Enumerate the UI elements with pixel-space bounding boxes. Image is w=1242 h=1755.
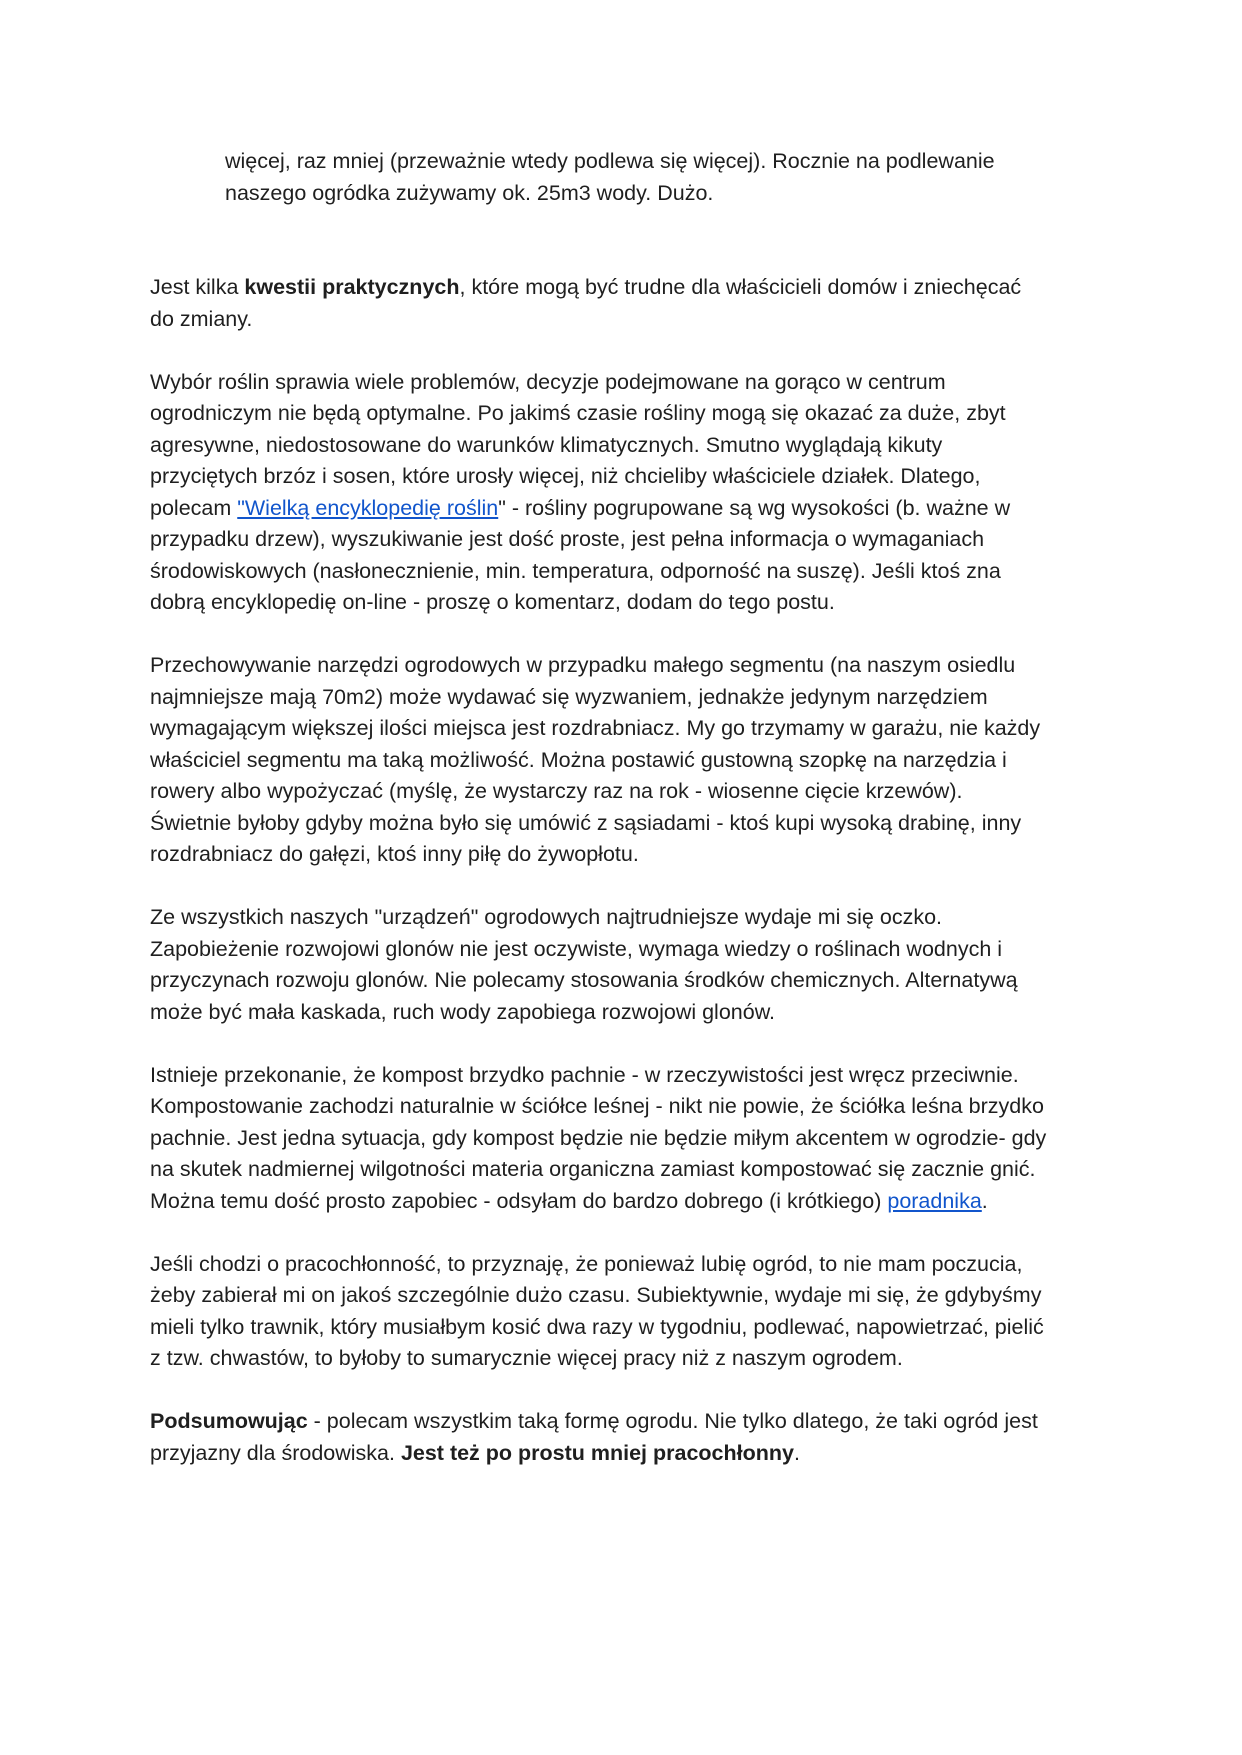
text-line: Zapobieżenie rozwojowi glonów nie jest oczywiste, wymaga wiedzy o roślinach wodnych i	[150, 936, 1003, 961]
paragraph-watering-continuation	[150, 146, 1092, 209]
text-line: wymagającym większej ilości miejsca jest rozdrabniacz. My go trzymamy w garażu, nie każdy	[150, 716, 1041, 740]
text-line: więcej, raz mniej (przeważnie wtedy podlewa się więcej). Rocznie na podlewanie	[225, 149, 995, 173]
paragraph-plant-selection	[150, 367, 1092, 619]
text-run: polecam	[150, 495, 238, 520]
text-run: przyjazny dla środowiska.	[150, 1440, 401, 1465]
paragraph-practical-issues	[150, 272, 1092, 335]
text-line: środowiskowych (nasłonecznienie, min. temperatura, odporność na suszę). Jeśli ktoś zna	[150, 558, 1001, 583]
guide-link[interactable]: poradnika	[887, 1188, 982, 1213]
text-line: Wybór roślin sprawia wiele problemów, decyzje podejmowane na gorąco w centrum	[150, 369, 946, 394]
text-line	[150, 1406, 1092, 1438]
text-run: .	[981, 1188, 988, 1213]
text-run: " - rośliny pogrupowane są wg wysokości (b. ważne w	[498, 495, 1011, 520]
text-line: Przechowywanie narzędzi ogrodowych w przypadku małego segmentu (na naszym osiedlu	[150, 653, 1016, 677]
text-line: żeby zabierał mi on jakoś szczególnie dużo czasu. Subiektywnie, wydaje mi się, że gdybyśmy	[150, 1283, 1042, 1307]
text-line	[150, 493, 1092, 525]
text-line: przyczynach rozwoju glonów. Nie polecamy stosowania środków chemicznych. Alternatywą	[150, 968, 1018, 992]
text-line: ogrodniczym nie będą optymalne. Po jakimś czasie rośliny mogą się okazać za duże, zbyt	[150, 401, 1006, 425]
text-line: Świetnie byłoby gdyby można było się umówić z sąsiadami - ktoś kupi wysoką drabinę, inny	[150, 810, 1022, 835]
paragraph-tool-storage	[150, 650, 1092, 871]
paragraph-labor-intensity	[150, 1249, 1092, 1375]
text-line: Kompostowanie zachodzi naturalnie w ściółce leśnej - nikt nie powie, że ściółka leśna brzydko	[150, 1094, 1044, 1118]
text-run: , które mogą być trudne dla właścicieli domów i zniechęcać	[459, 275, 1022, 299]
text-run: Można temu dość prosto zapobiec - odsyłam do bardzo dobrego (i krótkiego)	[150, 1188, 888, 1213]
text-line: rozdrabniacz do gałęzi, ktoś inny piłę do żywopłotu.	[150, 842, 639, 866]
text-line: z tzw. chwastów, to byłoby to sumarycznie więcej pracy niż z naszym ogrodem.	[150, 1346, 903, 1370]
text-line	[150, 1438, 1092, 1470]
text-line: naszego ogródka zużywamy ok. 25m3 wody. Dużo.	[225, 180, 714, 205]
text-line: mieli tylko trawnik, który musiałbym kosić dwa razy w tygodniu, podlewać, napowietrzać, pielić	[150, 1314, 1044, 1339]
text-line: na skutek nadmiernej wilgotności materia organiczna zamiast kompostować się zacznie gnić.	[150, 1157, 1036, 1181]
text-run: - polecam wszystkim taką formę ogrodu. Nie tylko dlatego, że taki ogród jest	[307, 1409, 1038, 1433]
text-line	[150, 272, 1092, 304]
bold-text: Podsumowując	[150, 1409, 308, 1433]
text-run: Jest kilka	[150, 275, 245, 299]
bold-text: Jest też po prostu mniej pracochłonny	[400, 1440, 794, 1465]
text-line: agresywne, niedostosowane do warunków klimatycznych. Smutno wyglądają kikuty	[150, 432, 943, 457]
text-line: rowery albo wypożyczać (myślę, że wystarczy raz na rok - wiosenne cięcie krzewów).	[150, 779, 963, 803]
text-line: Istnieje przekonanie, że kompost brzydko pachnie - w rzeczywistości jest wręcz przeciwnie.	[150, 1062, 1019, 1087]
text-line: przyciętych brzóz i sosen, które urosły więcej, niż chcieliby właściciele działek. Dlatego,	[150, 464, 981, 488]
text-line: Jeśli chodzi o pracochłonność, to przyznaję, że ponieważ lubię ogród, to nie mam poczucia,	[150, 1251, 1023, 1276]
text-line: dobrą encyklopedię on-line - proszę o komentarz, dodam do tego postu.	[150, 590, 835, 614]
encyclopedia-link[interactable]: "Wielką encyklopedię roślin	[237, 495, 499, 520]
text-line: do zmiany.	[150, 306, 253, 331]
paragraph-pond	[150, 902, 1092, 1028]
text-line: właściciel segmentu ma taką możliwość. Można postawić gustowną szopkę na narzędzia i	[150, 747, 1007, 772]
text-line: Ze wszystkich naszych "urządzeń" ogrodowych najtrudniejsze wydaje mi się oczko.	[150, 905, 942, 929]
text-run: .	[793, 1440, 800, 1465]
text-line: może być mała kaskada, ruch wody zapobiega rozwojowi glonów.	[150, 999, 776, 1024]
paragraph-summary	[150, 1406, 1092, 1469]
text-line	[150, 1186, 1092, 1218]
text-line: przypadku drzew), wyszukiwanie jest dość proste, jest pełna informacja o wymaganiach	[150, 527, 985, 551]
paragraph-compost	[150, 1060, 1092, 1218]
text-line: najmniejsze mają 70m2) może wydawać się wyzwaniem, jednakże jedynym narzędziem	[150, 684, 988, 709]
text-line: pachnie. Jest jedna sytuacja, gdy kompost będzie nie będzie miłym akcentem w ogrodzie- gdy	[150, 1125, 1047, 1150]
bold-text: kwestii praktycznych	[244, 275, 460, 299]
